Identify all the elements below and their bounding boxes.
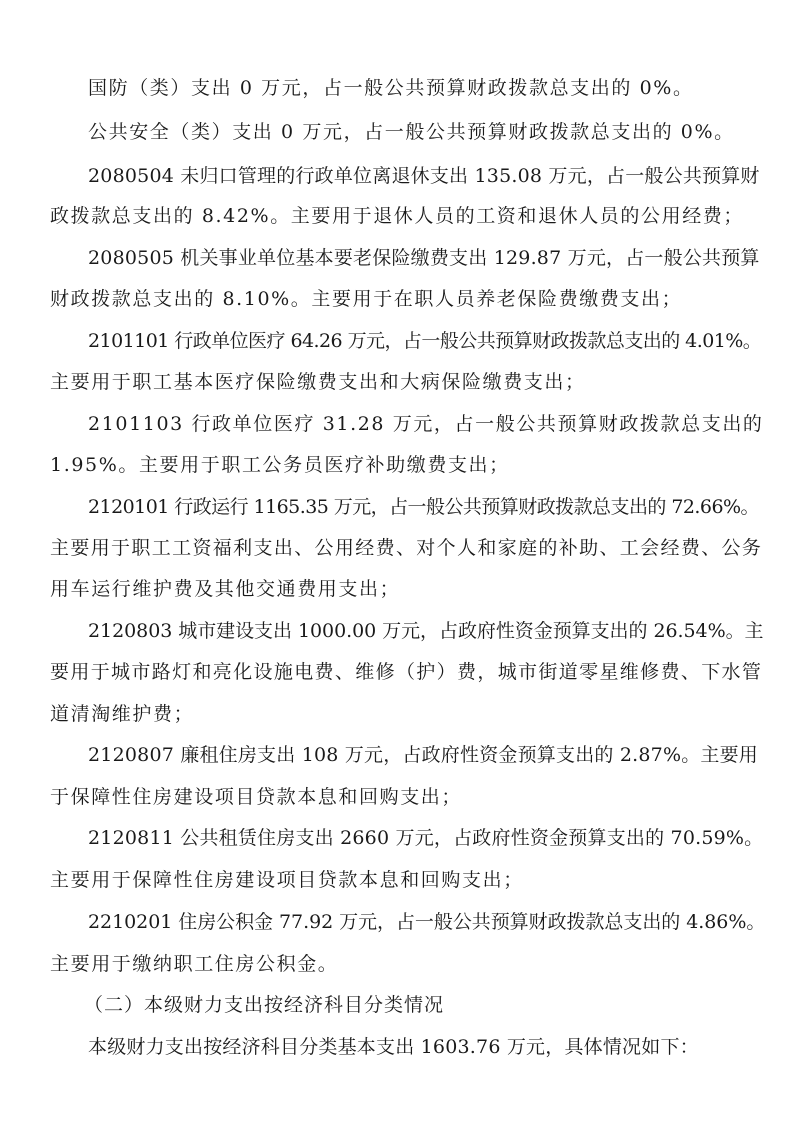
paragraph-line: 道清淘维护费；: [50, 703, 195, 725]
paragraph-line: 政拨款总支出的 8.42%。主要用于退休人员的工资和退休人员的公用经费；: [50, 205, 744, 227]
paragraph-line: 2120803 城市建设支出 1000.00 万元，占政府性资金预算支出的 26.54%。主: [88, 620, 764, 642]
paragraph-line: 财政拨款总支出的 8.10%。主要用于在职人员养老保险费缴费支出；: [50, 288, 683, 310]
paragraph-line: 2210201 住房公积金 77.92 万元，占一般公共预算财政拨款总支出的 4.86%。: [88, 911, 766, 933]
paragraph-line: 2101103 行政单位医疗 31.28 万元，占一般公共预算财政拨款总支出的: [88, 413, 764, 435]
paragraph-line: 用车运行维护费及其他交通费用支出；: [50, 578, 401, 600]
paragraph-line: 于保障性住房建设项目贷款本息和回购支出；: [50, 786, 463, 808]
paragraph-line: 公共安全（类）支出 0 万元，占一般公共预算财政拨款总支出的 0%。: [88, 121, 735, 143]
paragraph-line: 主要用于保障性住房建设项目贷款本息和回购支出；: [50, 869, 524, 891]
paragraph-line: 2080504 未归口管理的行政单位离退休支出 135.08 万元，占一般公共预算财: [88, 165, 760, 187]
paragraph-line: 要用于城市路灯和亮化设施电费、维修（护）费，城市街道零星维修费、下水管: [50, 661, 763, 683]
paragraph-line: 2120811 公共租赁住房支出 2660 万元，占政府性资金预算支出的 70.59%。: [88, 827, 764, 849]
paragraph-line: 2120807 廉租住房支出 108 万元，占政府性资金预算支出的 2.87%。主要用: [88, 744, 759, 766]
paragraph-line: 主要用于缴纳职工住房公积金。: [50, 953, 339, 975]
paragraph-line: 1.95%。主要用于职工公务员医疗补助缴费支出；: [50, 454, 510, 476]
paragraph-line: 2101101 行政单位医疗 64.26 万元，占一般公共预算财政拨款总支出的 4.01%。: [88, 330, 762, 352]
paragraph-line: 本级财力支出按经济科目分类基本支出 1603.76 万元，具体情况如下：: [88, 1036, 699, 1058]
paragraph-line: 国防（类）支出 0 万元，占一般公共预算财政拨款总支出的 0%。: [88, 77, 694, 99]
section-heading: （二）本级财力支出按经济科目分类情况: [84, 994, 445, 1016]
paragraph-line: 主要用于职工基本医疗保险缴费支出和大病保险缴费支出；: [50, 371, 586, 393]
paragraph-line: 主要用于职工工资福利支出、公用经费、对个人和家庭的补助、工会经费、公务: [50, 537, 763, 559]
paragraph-line: 2080505 机关事业单位基本要老保险缴费支出 129.87 万元，占一般公共预算: [88, 247, 760, 269]
paragraph-line: 2120101 行政运行 1165.35 万元，占一般公共预算财政拨款总支出的 72.66%。: [88, 496, 759, 518]
